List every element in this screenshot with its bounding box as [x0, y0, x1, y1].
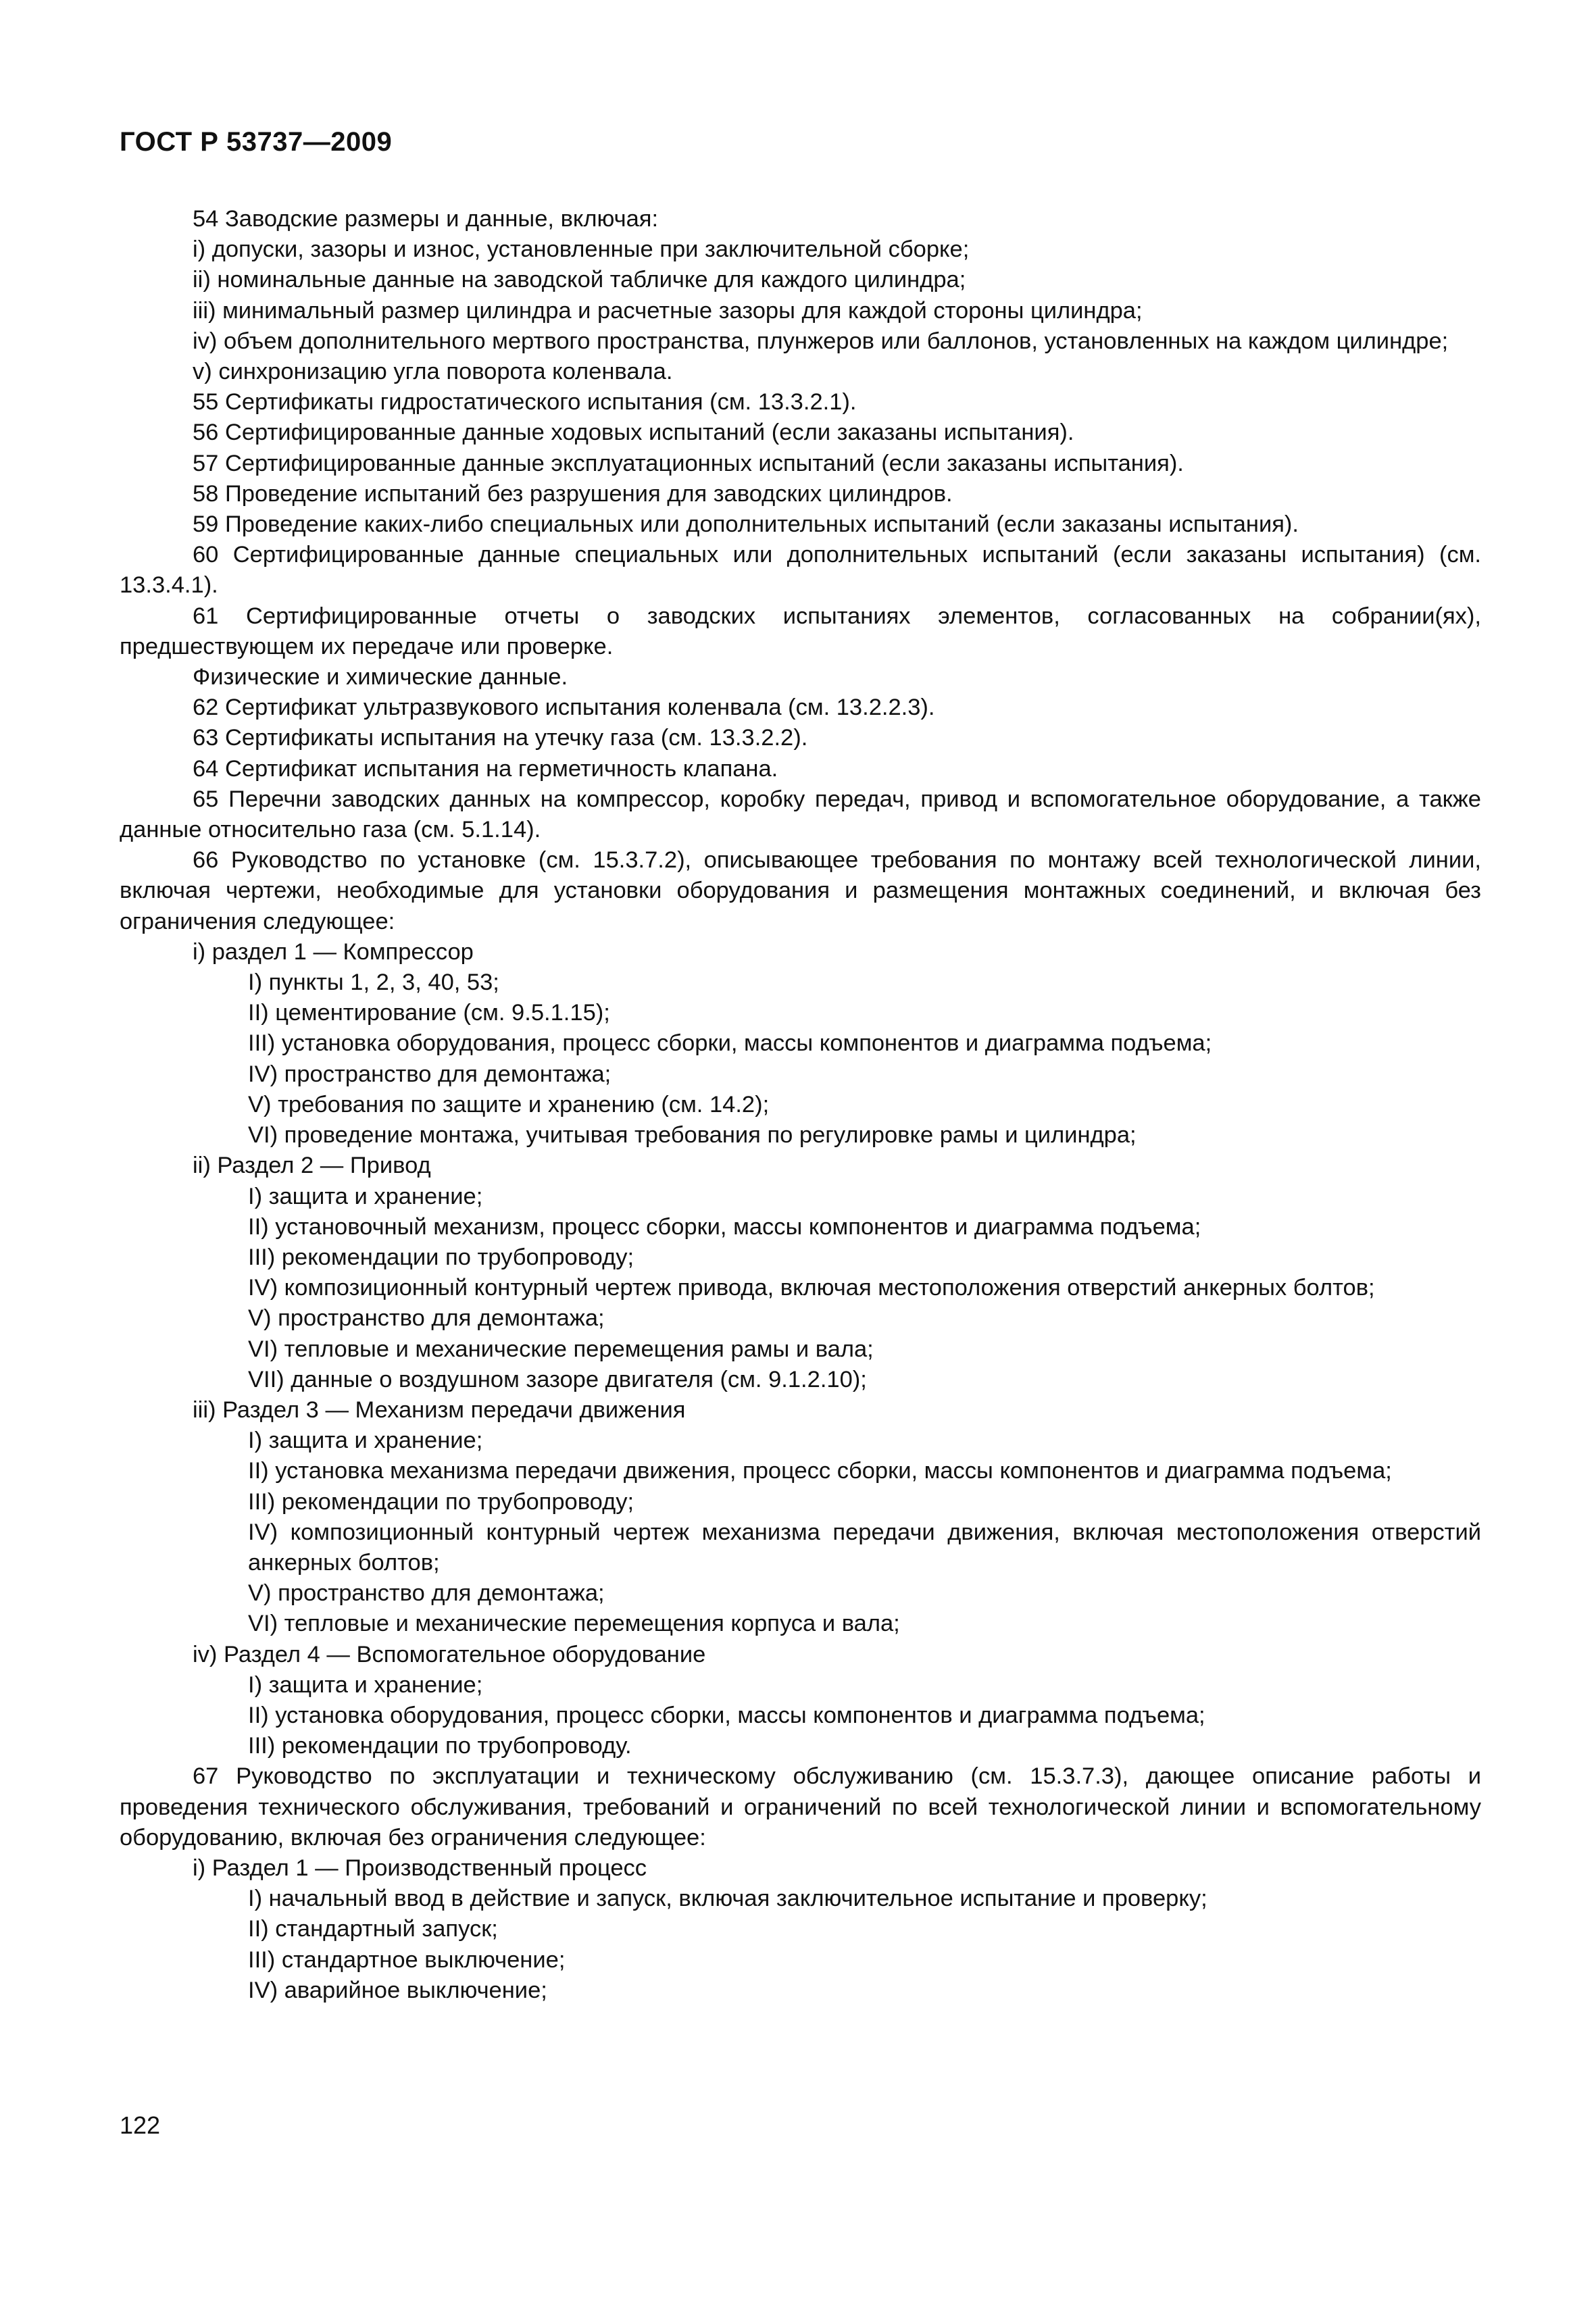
document-body [120, 204, 1481, 2006]
list-item-66-i-1: I) пункты 1, 2, 3, 40, 53; [248, 970, 499, 996]
paragraph-55: 55 Сертификаты гидростатического испытания (см. 13.3.2.1). [193, 389, 857, 416]
list-item-67-i-1: I) начальный ввод в действие и запуск, включая заключительное испытание и проверку; [248, 1886, 1207, 1912]
list-item-66-ii-1: I) защита и хранение; [248, 1183, 483, 1209]
list-item-54-i: i) допуски, зазоры и износ, установленные при заключительной сборке; [193, 236, 970, 263]
list-item-66-i-5: V) требования по защите и хранению (см. 14.2); [248, 1091, 770, 1117]
list-item-66-i-4: IV) пространство для демонтажа; [248, 1061, 612, 1087]
paragraph-66: 66 Руководство по установке (см. 15.3.7.2), описывающее требования по монтажу всей технологической линии, включая чертежи, необходимые для установки оборудования и размещения монтажных соединений, и включая без ограничения следующее: [120, 847, 1481, 934]
list-item-66-ii-5: V) пространство для демонтажа; [248, 1305, 605, 1332]
list-item-66-iii-3: III) рекомендации по трубопроводу; [248, 1488, 634, 1515]
list-item-66-iii-1: I) защита и хранение; [248, 1428, 483, 1454]
document-header: ГОСТ Р 53737—2009 [120, 127, 393, 157]
list-item-66-iv-1: I) защита и хранение; [248, 1671, 483, 1698]
list-item-66-i-2: II) цементирование (см. 9.5.1.15); [248, 1000, 610, 1026]
list-item-54-v: v) синхронизацию угла поворота коленвала. [193, 359, 673, 385]
section-66-i: i) раздел 1 — Компрессор [193, 938, 474, 965]
section-66-ii: ii) Раздел 2 — Привод [193, 1153, 431, 1179]
list-item-66-ii-2: II) установочный механизм, процесс сборки, массы компонентов и диаграмма подъема; [248, 1213, 1201, 1240]
list-item-66-ii-3: III) рекомендации по трубопроводу; [248, 1244, 634, 1270]
paragraph-59: 59 Проведение каких-либо специальных или дополнительных испытаний (если заказаны испытания). [193, 511, 1299, 538]
list-item-66-iii-4: IV) композиционный контурный чертеж механизма передачи движения, включая местоположения отверстий анкерных болтов; [248, 1519, 1481, 1576]
list-item-54-iv: iv) объем дополнительного мертвого пространства, плунжеров или баллонов, установленных на каждом цилиндре; [193, 328, 1449, 354]
paragraph-57: 57 Сертифицированные данные эксплуатационных испытаний (если заказаны испытания). [193, 450, 1184, 476]
paragraph-61: 61 Сертифицированные отчеты о заводских испытаниях элементов, согласованных на собрании(ях), предшествующем их передаче или проверке. [120, 603, 1481, 659]
paragraph-62: 62 Сертификат ультразвукового испытания коленвала (см. 13.2.2.3). [193, 695, 935, 721]
list-item-66-i-3: III) установка оборудования, процесс сборки, массы компонентов и диаграмма подъема; [248, 1030, 1212, 1057]
list-item-67-i-4: IV) аварийное выключение; [248, 1977, 547, 2003]
paragraph-physical-chemical: Физические и химические данные. [193, 664, 568, 690]
paragraph-60: 60 Сертифицированные данные специальных или дополнительных испытаний (если заказаны испытания) (см. 13.3.4.1). [120, 542, 1481, 599]
section-67-i: i) Раздел 1 — Производственный процесс [193, 1855, 647, 1881]
list-item-66-ii-6: VI) тепловые и механические перемещения рамы и вала; [248, 1336, 874, 1362]
list-item-54-iii: iii) минимальный размер цилиндра и расчетные зазоры для каждой стороны цилиндра; [193, 297, 1143, 324]
paragraph-58: 58 Проведение испытаний без разрушения для заводских цилиндров. [193, 480, 953, 507]
list-item-67-i-2: II) стандартный запуск; [248, 1916, 498, 1942]
paragraph-65: 65 Перечни заводских данных на компрессор, коробку передач, привод и вспомогательное оборудование, а также данные относительно газа (см. 5.1.14). [120, 786, 1481, 843]
paragraph-64: 64 Сертификат испытания на герметичность клапана. [193, 755, 778, 782]
list-item-67-i-3: III) стандартное выключение; [248, 1946, 566, 1973]
list-item-66-iv-2: II) установка оборудования, процесс сборки, массы компонентов и диаграмма подъема; [248, 1702, 1205, 1728]
paragraph-67: 67 Руководство по эксплуатации и техническому обслуживанию (см. 15.3.7.3), дающее описание работы и проведения технического обслуживания, требований и ограничений по всей технологической линии и вспомогательному оборудованию, включая без ограничения следующее: [120, 1763, 1481, 1851]
section-66-iv: iv) Раздел 4 — Вспомогательное оборудование [193, 1641, 706, 1667]
list-item-66-iii-5: V) пространство для демонтажа; [248, 1580, 605, 1607]
list-item-66-i-6: VI) проведение монтажа, учитывая требования по регулировке рамы и цилиндра; [248, 1122, 1137, 1149]
list-item-66-ii-7: VII) данные о воздушном зазоре двигателя (см. 9.1.2.10); [248, 1366, 867, 1392]
paragraph-54: 54 Заводские размеры и данные, включая: [193, 206, 659, 232]
list-item-66-ii-4: IV) композиционный контурный чертеж привода, включая местоположения отверстий анкерных болтов; [248, 1275, 1375, 1301]
list-item-54-ii: ii) номинальные данные на заводской табличке для каждого цилиндра; [193, 267, 966, 293]
page-number: 122 [120, 2111, 161, 2139]
list-item-66-iv-3: III) рекомендации по трубопроводу. [248, 1733, 632, 1759]
section-66-iii: iii) Раздел 3 — Механизм передачи движения [193, 1397, 686, 1423]
paragraph-56: 56 Сертифицированные данные ходовых испытаний (если заказаны испытания). [193, 420, 1074, 446]
list-item-66-iii-2: II) установка механизма передачи движения, процесс сборки, массы компонентов и диаграмма подъема; [248, 1458, 1392, 1484]
list-item-66-iii-6: VI) тепловые и механические перемещения корпуса и вала; [248, 1611, 900, 1637]
paragraph-63: 63 Сертификаты испытания на утечку газа (см. 13.3.2.2). [193, 725, 808, 751]
